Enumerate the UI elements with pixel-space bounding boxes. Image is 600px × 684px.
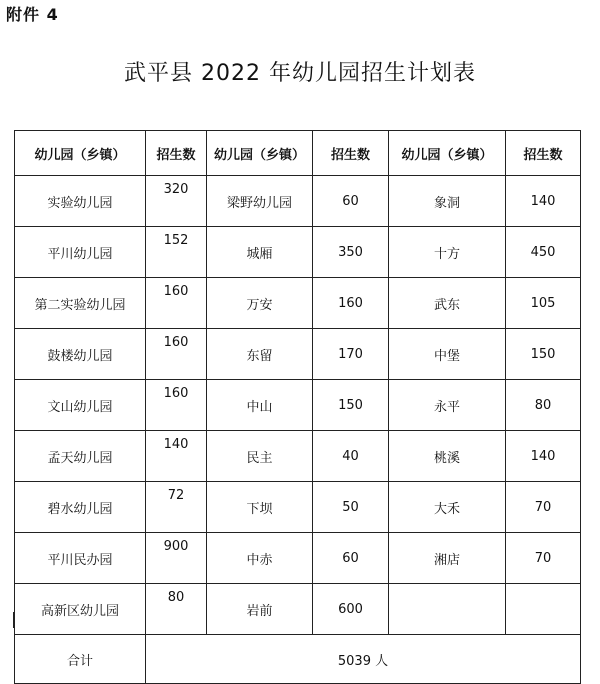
header-enrollment-2: 招生数 [313, 131, 389, 176]
kindergarten-name: 城厢 [207, 227, 313, 278]
enrollment-count: 70 [506, 533, 581, 584]
table-header-row [15, 131, 581, 176]
kindergarten-name: 高新区幼儿园 [15, 584, 146, 635]
enrollment-count: 160 [146, 278, 207, 329]
enrollment-count: 900 [146, 533, 207, 584]
kindergarten-name: 万安 [207, 278, 313, 329]
enrollment-count: 160 [146, 380, 207, 431]
table-row [15, 584, 581, 635]
kindergarten-name [389, 584, 506, 635]
table-row [15, 278, 581, 329]
header-kindergarten-3: 幼儿园（乡镇） [389, 131, 506, 176]
page-title: 武平县 2022 年幼儿园招生计划表 [124, 61, 476, 86]
kindergarten-name: 永平 [389, 380, 506, 431]
kindergarten-name: 中山 [207, 380, 313, 431]
enrollment-count: 70 [506, 482, 581, 533]
page-edge-line [13, 612, 14, 628]
total-value: 5039 人 [146, 635, 581, 684]
kindergarten-name: 中赤 [207, 533, 313, 584]
table-row [15, 482, 581, 533]
enrollment-count: 170 [313, 329, 389, 380]
enrollment-count: 600 [313, 584, 389, 635]
enrollment-count: 105 [506, 278, 581, 329]
header-enrollment-1: 招生数 [146, 131, 207, 176]
enrollment-count: 40 [313, 431, 389, 482]
enrollment-count: 150 [313, 380, 389, 431]
kindergarten-name: 实验幼儿园 [15, 176, 146, 227]
enrollment-count: 140 [506, 176, 581, 227]
enrollment-count: 72 [146, 482, 207, 533]
table-row [15, 227, 581, 278]
kindergarten-name: 岩前 [207, 584, 313, 635]
enrollment-count: 60 [313, 176, 389, 227]
kindergarten-name: 梁野幼儿园 [207, 176, 313, 227]
kindergarten-name: 下坝 [207, 482, 313, 533]
table-row [15, 176, 581, 227]
kindergarten-name: 中堡 [389, 329, 506, 380]
kindergarten-name: 孟天幼儿园 [15, 431, 146, 482]
table-row [15, 329, 581, 380]
kindergarten-name: 武东 [389, 278, 506, 329]
kindergarten-name: 象洞 [389, 176, 506, 227]
kindergarten-name: 东留 [207, 329, 313, 380]
kindergarten-name: 大禾 [389, 482, 506, 533]
header-kindergarten-1: 幼儿园（乡镇） [15, 131, 146, 176]
enrollment-count: 80 [146, 584, 207, 635]
kindergarten-name: 碧水幼儿园 [15, 482, 146, 533]
enrollment-count: 140 [506, 431, 581, 482]
enrollment-count: 450 [506, 227, 581, 278]
enrollment-count: 350 [313, 227, 389, 278]
kindergarten-name: 第二实验幼儿园 [15, 278, 146, 329]
enrollment-count: 140 [146, 431, 207, 482]
header-kindergarten-2: 幼儿园（乡镇） [207, 131, 313, 176]
kindergarten-name: 湘店 [389, 533, 506, 584]
enrollment-count: 152 [146, 227, 207, 278]
kindergarten-name: 鼓楼幼儿园 [15, 329, 146, 380]
table-row [15, 431, 581, 482]
kindergarten-name: 文山幼儿园 [15, 380, 146, 431]
enrollment-plan-table [14, 130, 581, 684]
kindergarten-name: 平川幼儿园 [15, 227, 146, 278]
kindergarten-name: 十方 [389, 227, 506, 278]
enrollment-count: 150 [506, 329, 581, 380]
kindergarten-name: 桃溪 [389, 431, 506, 482]
total-label: 合计 [15, 635, 146, 684]
enrollment-count: 320 [146, 176, 207, 227]
kindergarten-name: 平川民办园 [15, 533, 146, 584]
header-enrollment-3: 招生数 [506, 131, 581, 176]
attachment-label: 附件 4 [6, 5, 59, 24]
total-row [15, 635, 581, 684]
table-row [15, 533, 581, 584]
enrollment-count: 60 [313, 533, 389, 584]
kindergarten-name: 民主 [207, 431, 313, 482]
enrollment-count: 80 [506, 380, 581, 431]
enrollment-count [506, 584, 581, 635]
enrollment-count: 160 [146, 329, 207, 380]
table-row [15, 380, 581, 431]
enrollment-count: 50 [313, 482, 389, 533]
enrollment-count: 160 [313, 278, 389, 329]
